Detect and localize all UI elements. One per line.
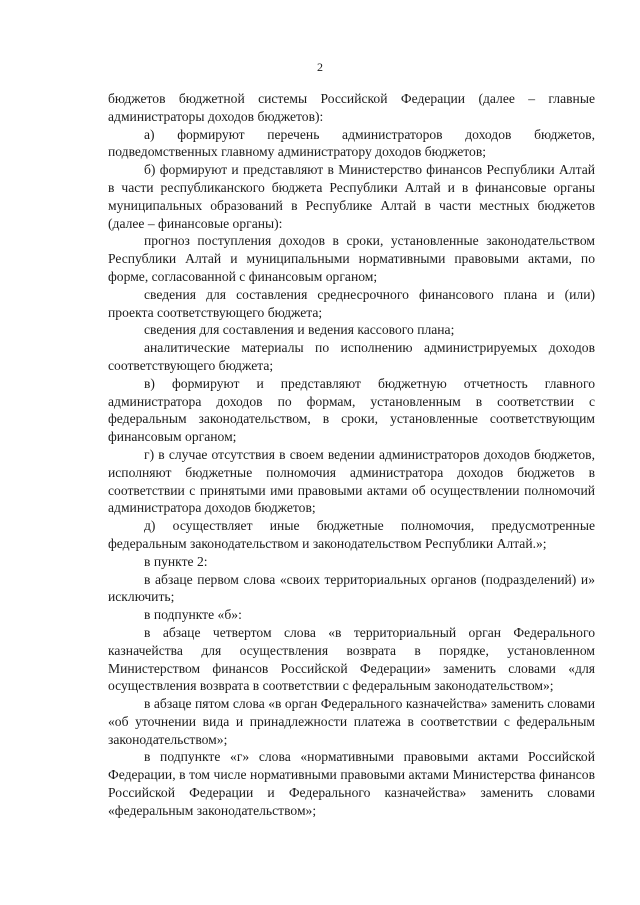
paragraph-1: бюджетов бюджетной системы Российской Федерации (далее – главные администраторы доходов бюджетов): xyxy=(108,91,595,124)
paragraph-16: в подпункте «г» слова «нормативными правовыми актами Российской Федерации, в том числе нормативными правовыми актами Министерства финансов Российской Федерации и Федерального казначейства» заменить словами «федеральным законодательством»; xyxy=(108,749,595,818)
page-number: 2 xyxy=(317,60,323,74)
paragraph-8: в) формируют и представляют бюджетную отчетность главного администратора доходов по формам, установленным в соответствии с федеральным законодательством, в сроки, установленные соответствующим финансовым органом; xyxy=(108,375,595,445)
paragraph-14: в абзаце четвертом слова «в территориальный орган Федерального казначейства для осуществления возврата в порядке, установленном Министерством финансов Российской Федерации» заменить словами «для осуществления возврата в соответствии с федеральным законодательством»; xyxy=(108,624,595,694)
paragraph-5: сведения для составления среднесрочного финансового плана и (или) проекта соответствующего бюджета; xyxy=(108,286,595,320)
paragraph-13: в подпункте «б»: xyxy=(144,607,242,623)
document-body xyxy=(108,90,595,820)
paragraph-7: аналитические материалы по исполнению администрируемых доходов соответствующего бюджета; xyxy=(108,340,595,373)
paragraph-12: в абзаце первом слова «своих территориальных органов (подразделений) и» исключить; xyxy=(108,571,595,605)
paragraph-15: в абзаце пятом слова «в орган Федерального казначейства» заменить словами «об уточнении вида и принадлежности платежа в соответствии с федеральным законодательством»; xyxy=(108,696,595,747)
paragraph-6: сведения для составления и ведения кассового плана; xyxy=(144,322,455,338)
paragraph-9: г) в случае отсутствия в своем ведении администраторов доходов бюджетов, исполняют бюджетные полномочия администратора доходов бюджетов в соответствии с принятыми ими правовыми актами об осуществлении полномочий администратора доходов бюджетов; xyxy=(108,446,595,516)
paragraph-2: а) формируют перечень администраторов доходов бюджетов, подведомственных главному администратору доходов бюджетов; xyxy=(108,126,595,160)
paragraph-10: д) осуществляет иные бюджетные полномочия, предусмотренные федеральным законодательством и законодательством Республики Алтай.»; xyxy=(108,518,595,551)
paragraph-3: б) формируют и представляют в Министерство финансов Республики Алтай в части республиканского бюджета Республики Алтай и в финансовые органы муниципальных образований в Республике Алтай в части местных бюджетов (далее – финансовые органы): xyxy=(108,162,595,231)
paragraph-11: в пункте 2: xyxy=(144,553,208,569)
paragraph-4: прогноз поступления доходов в сроки, установленные законодательством Республики Алтай и муниципальными нормативными правовыми актами, по форме, согласованной с финансовым органом; xyxy=(108,233,595,284)
